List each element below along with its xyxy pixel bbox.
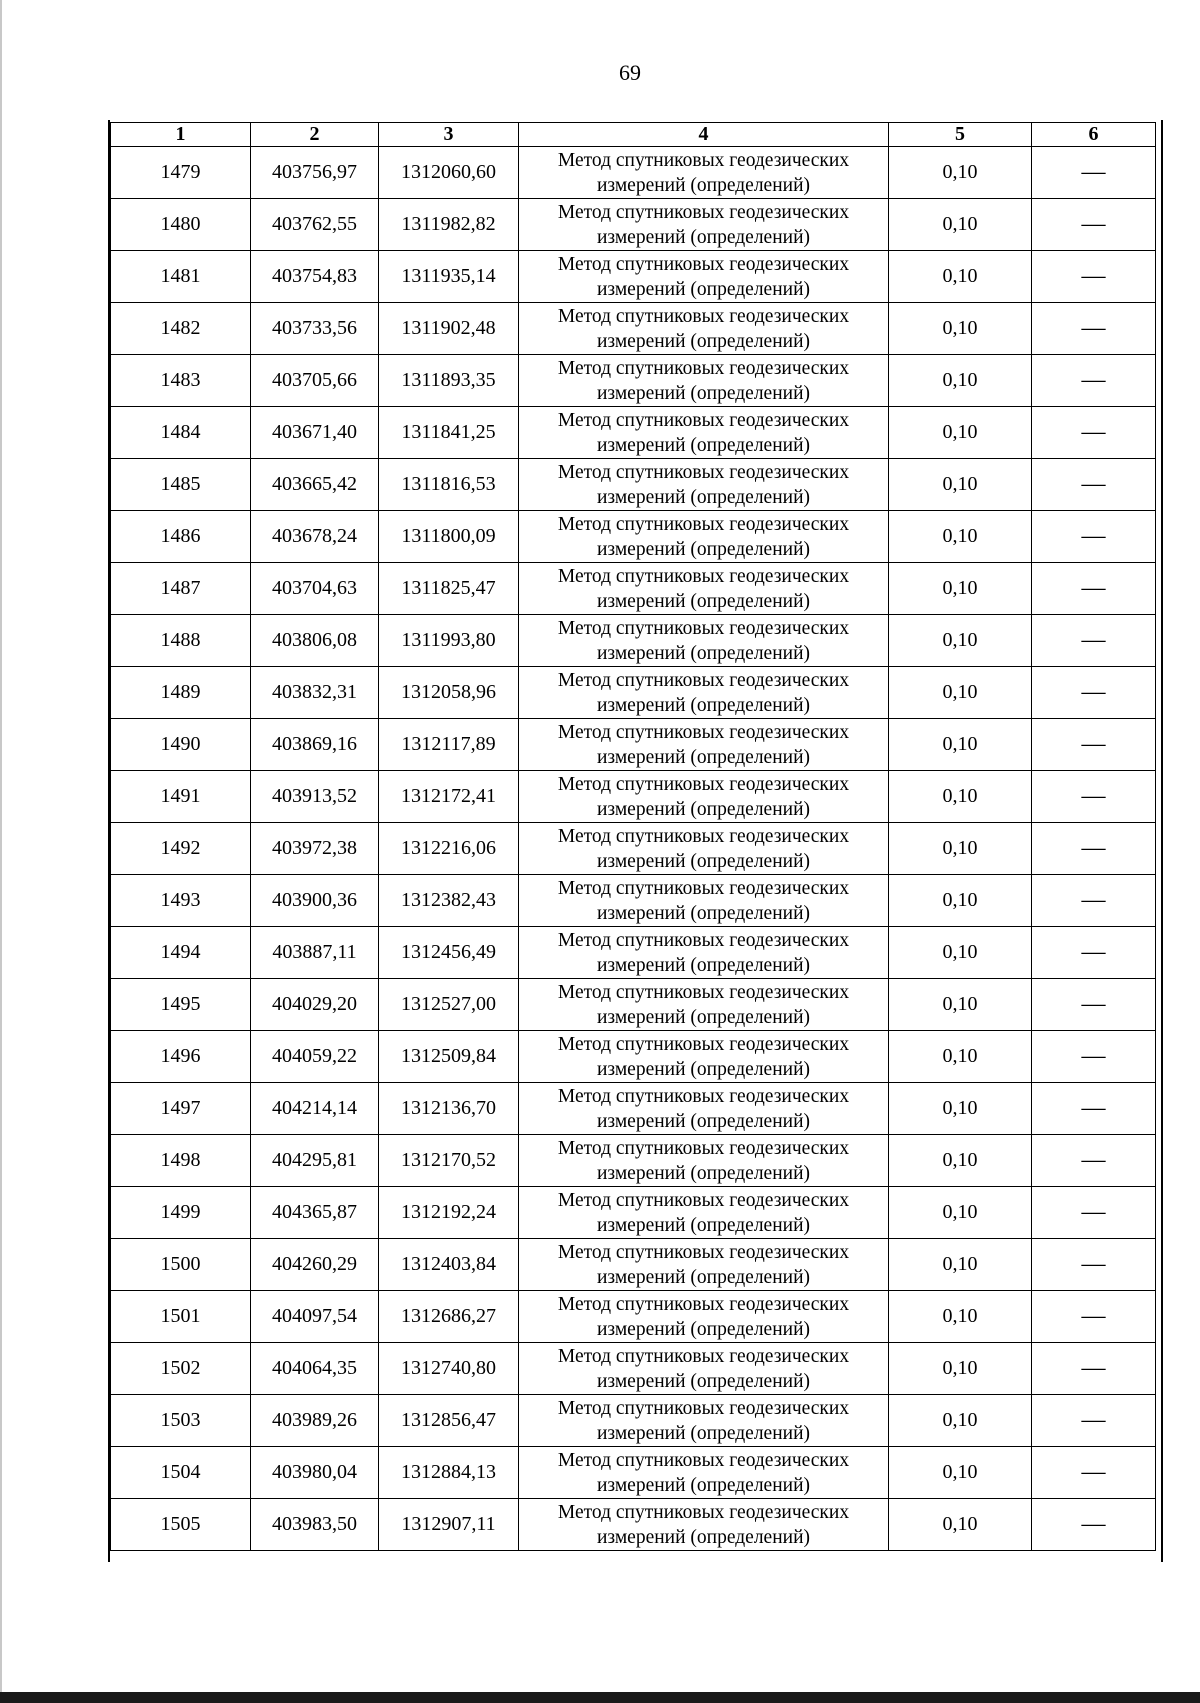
note-cell: —	[1032, 459, 1156, 511]
table-row	[111, 1499, 1156, 1551]
y-coordinate-cell: 1311993,80	[379, 615, 519, 667]
table-row	[111, 459, 1156, 511]
note-cell: —	[1032, 1291, 1156, 1343]
table-row	[111, 199, 1156, 251]
note-cell: —	[1032, 251, 1156, 303]
accuracy-cell: 0,10	[889, 1187, 1032, 1239]
y-coordinate-cell: 1312170,52	[379, 1135, 519, 1187]
accuracy-cell: 0,10	[889, 1499, 1032, 1551]
point-number-cell: 1493	[111, 875, 251, 927]
accuracy-cell: 0,10	[889, 251, 1032, 303]
method-cell: Метод спутниковых геодезических измерений (определений)	[519, 1135, 889, 1187]
accuracy-cell: 0,10	[889, 719, 1032, 771]
y-coordinate-cell: 1311893,35	[379, 355, 519, 407]
note-cell: —	[1032, 1187, 1156, 1239]
x-coordinate-cell: 403762,55	[251, 199, 379, 251]
accuracy-cell: 0,10	[889, 563, 1032, 615]
method-cell: Метод спутниковых геодезических измерений (определений)	[519, 407, 889, 459]
scan-edge-bottom	[0, 1692, 1200, 1703]
point-number-cell: 1486	[111, 511, 251, 563]
point-number-cell: 1484	[111, 407, 251, 459]
point-number-cell: 1497	[111, 1083, 251, 1135]
accuracy-cell: 0,10	[889, 823, 1032, 875]
accuracy-cell: 0,10	[889, 979, 1032, 1031]
table-row	[111, 823, 1156, 875]
scan-edge-left	[0, 0, 2, 1703]
method-cell: Метод спутниковых геодезических измерений (определений)	[519, 511, 889, 563]
table-row	[111, 667, 1156, 719]
y-coordinate-cell: 1312216,06	[379, 823, 519, 875]
table-row	[111, 407, 1156, 459]
table-row	[111, 979, 1156, 1031]
point-number-cell: 1492	[111, 823, 251, 875]
y-coordinate-cell: 1312403,84	[379, 1239, 519, 1291]
x-coordinate-cell: 404214,14	[251, 1083, 379, 1135]
table-row	[111, 615, 1156, 667]
accuracy-cell: 0,10	[889, 303, 1032, 355]
y-coordinate-cell: 1312907,11	[379, 1499, 519, 1551]
method-cell: Метод спутниковых геодезических измерений (определений)	[519, 1343, 889, 1395]
table-row	[111, 719, 1156, 771]
y-coordinate-cell: 1312509,84	[379, 1031, 519, 1083]
note-cell: —	[1032, 1343, 1156, 1395]
table-row	[111, 927, 1156, 979]
x-coordinate-cell: 403887,11	[251, 927, 379, 979]
x-coordinate-cell: 403665,42	[251, 459, 379, 511]
table-row	[111, 303, 1156, 355]
method-cell: Метод спутниковых геодезических измерений (определений)	[519, 303, 889, 355]
method-cell: Метод спутниковых геодезических измерений (определений)	[519, 355, 889, 407]
header-col-5: 5	[889, 123, 1032, 147]
y-coordinate-cell: 1312382,43	[379, 875, 519, 927]
point-number-cell: 1505	[111, 1499, 251, 1551]
accuracy-cell: 0,10	[889, 875, 1032, 927]
point-number-cell: 1488	[111, 615, 251, 667]
x-coordinate-cell: 404064,35	[251, 1343, 379, 1395]
y-coordinate-cell: 1312856,47	[379, 1395, 519, 1447]
note-cell: —	[1032, 563, 1156, 615]
x-coordinate-cell: 403678,24	[251, 511, 379, 563]
accuracy-cell: 0,10	[889, 511, 1032, 563]
header-col-3: 3	[379, 123, 519, 147]
point-number-cell: 1504	[111, 1447, 251, 1499]
x-coordinate-cell: 403806,08	[251, 615, 379, 667]
note-cell: —	[1032, 615, 1156, 667]
table-body	[111, 147, 1156, 1551]
point-number-cell: 1496	[111, 1031, 251, 1083]
x-coordinate-cell: 403754,83	[251, 251, 379, 303]
note-cell: —	[1032, 1135, 1156, 1187]
point-number-cell: 1480	[111, 199, 251, 251]
method-cell: Метод спутниковых геодезических измерений (определений)	[519, 615, 889, 667]
note-cell: —	[1032, 719, 1156, 771]
y-coordinate-cell: 1311816,53	[379, 459, 519, 511]
note-cell: —	[1032, 1083, 1156, 1135]
table-row	[111, 563, 1156, 615]
note-cell: —	[1032, 667, 1156, 719]
accuracy-cell: 0,10	[889, 1291, 1032, 1343]
method-cell: Метод спутниковых геодезических измерений (определений)	[519, 147, 889, 199]
point-number-cell: 1490	[111, 719, 251, 771]
note-cell: —	[1032, 979, 1156, 1031]
accuracy-cell: 0,10	[889, 771, 1032, 823]
accuracy-cell: 0,10	[889, 1135, 1032, 1187]
point-number-cell: 1485	[111, 459, 251, 511]
note-cell: —	[1032, 147, 1156, 199]
table-row	[111, 1291, 1156, 1343]
y-coordinate-cell: 1312740,80	[379, 1343, 519, 1395]
accuracy-cell: 0,10	[889, 1083, 1032, 1135]
note-cell: —	[1032, 1447, 1156, 1499]
x-coordinate-cell: 403671,40	[251, 407, 379, 459]
method-cell: Метод спутниковых геодезических измерений (определений)	[519, 1291, 889, 1343]
y-coordinate-cell: 1312192,24	[379, 1187, 519, 1239]
method-cell: Метод спутниковых геодезических измерений (определений)	[519, 1187, 889, 1239]
method-cell: Метод спутниковых геодезических измерений (определений)	[519, 1031, 889, 1083]
x-coordinate-cell: 404029,20	[251, 979, 379, 1031]
x-coordinate-cell: 403704,63	[251, 563, 379, 615]
note-cell: —	[1032, 1395, 1156, 1447]
accuracy-cell: 0,10	[889, 1343, 1032, 1395]
x-coordinate-cell: 403900,36	[251, 875, 379, 927]
note-cell: —	[1032, 199, 1156, 251]
point-number-cell: 1487	[111, 563, 251, 615]
point-number-cell: 1503	[111, 1395, 251, 1447]
x-coordinate-cell: 404365,87	[251, 1187, 379, 1239]
method-cell: Метод спутниковых геодезических измерений (определений)	[519, 1499, 889, 1551]
table-row	[111, 355, 1156, 407]
y-coordinate-cell: 1311982,82	[379, 199, 519, 251]
method-cell: Метод спутниковых геодезических измерений (определений)	[519, 667, 889, 719]
header-col-2: 2	[251, 123, 379, 147]
accuracy-cell: 0,10	[889, 927, 1032, 979]
x-coordinate-cell: 403869,16	[251, 719, 379, 771]
x-coordinate-cell: 403756,97	[251, 147, 379, 199]
y-coordinate-cell: 1312884,13	[379, 1447, 519, 1499]
table-row	[111, 1031, 1156, 1083]
point-number-cell: 1489	[111, 667, 251, 719]
method-cell: Метод спутниковых геодезических измерений (определений)	[519, 719, 889, 771]
table-row	[111, 1239, 1156, 1291]
x-coordinate-cell: 404260,29	[251, 1239, 379, 1291]
x-coordinate-cell: 404059,22	[251, 1031, 379, 1083]
accuracy-cell: 0,10	[889, 355, 1032, 407]
table-row	[111, 251, 1156, 303]
note-cell: —	[1032, 823, 1156, 875]
x-coordinate-cell: 403980,04	[251, 1447, 379, 1499]
table-row	[111, 511, 1156, 563]
point-number-cell: 1479	[111, 147, 251, 199]
point-number-cell: 1495	[111, 979, 251, 1031]
y-coordinate-cell: 1312117,89	[379, 719, 519, 771]
accuracy-cell: 0,10	[889, 407, 1032, 459]
accuracy-cell: 0,10	[889, 615, 1032, 667]
table-row	[111, 1447, 1156, 1499]
point-number-cell: 1500	[111, 1239, 251, 1291]
point-number-cell: 1498	[111, 1135, 251, 1187]
method-cell: Метод спутниковых геодезических измерений (определений)	[519, 927, 889, 979]
y-coordinate-cell: 1312136,70	[379, 1083, 519, 1135]
y-coordinate-cell: 1312172,41	[379, 771, 519, 823]
header-col-1: 1	[111, 123, 251, 147]
x-coordinate-cell: 403989,26	[251, 1395, 379, 1447]
note-cell: —	[1032, 1499, 1156, 1551]
point-number-cell: 1481	[111, 251, 251, 303]
y-coordinate-cell: 1312060,60	[379, 147, 519, 199]
x-coordinate-cell: 404097,54	[251, 1291, 379, 1343]
accuracy-cell: 0,10	[889, 667, 1032, 719]
accuracy-cell: 0,10	[889, 1447, 1032, 1499]
note-cell: —	[1032, 875, 1156, 927]
x-coordinate-cell: 403733,56	[251, 303, 379, 355]
table-header-row	[111, 123, 1156, 147]
method-cell: Метод спутниковых геодезических измерений (определений)	[519, 875, 889, 927]
y-coordinate-cell: 1312456,49	[379, 927, 519, 979]
note-cell: —	[1032, 407, 1156, 459]
accuracy-cell: 0,10	[889, 1395, 1032, 1447]
y-coordinate-cell: 1311902,48	[379, 303, 519, 355]
point-number-cell: 1501	[111, 1291, 251, 1343]
y-coordinate-cell: 1312686,27	[379, 1291, 519, 1343]
y-coordinate-cell: 1311935,14	[379, 251, 519, 303]
y-coordinate-cell: 1311841,25	[379, 407, 519, 459]
table-row	[111, 1343, 1156, 1395]
method-cell: Метод спутниковых геодезических измерений (определений)	[519, 563, 889, 615]
y-coordinate-cell: 1311800,09	[379, 511, 519, 563]
note-cell: —	[1032, 355, 1156, 407]
x-coordinate-cell: 403972,38	[251, 823, 379, 875]
x-coordinate-cell: 403832,31	[251, 667, 379, 719]
point-number-cell: 1482	[111, 303, 251, 355]
table-row	[111, 875, 1156, 927]
accuracy-cell: 0,10	[889, 459, 1032, 511]
accuracy-cell: 0,10	[889, 1239, 1032, 1291]
method-cell: Метод спутниковых геодезических измерений (определений)	[519, 251, 889, 303]
method-cell: Метод спутниковых геодезических измерений (определений)	[519, 771, 889, 823]
coordinates-table	[110, 122, 1156, 1551]
note-cell: —	[1032, 511, 1156, 563]
method-cell: Метод спутниковых геодезических измерений (определений)	[519, 199, 889, 251]
note-cell: —	[1032, 1239, 1156, 1291]
table-row	[111, 771, 1156, 823]
page-number: 69	[619, 60, 641, 85]
x-coordinate-cell: 403983,50	[251, 1499, 379, 1551]
accuracy-cell: 0,10	[889, 147, 1032, 199]
note-cell: —	[1032, 771, 1156, 823]
x-coordinate-cell: 403705,66	[251, 355, 379, 407]
method-cell: Метод спутниковых геодезических измерений (определений)	[519, 459, 889, 511]
table-row	[111, 147, 1156, 199]
point-number-cell: 1483	[111, 355, 251, 407]
accuracy-cell: 0,10	[889, 1031, 1032, 1083]
note-cell: —	[1032, 1031, 1156, 1083]
method-cell: Метод спутниковых геодезических измерений (определений)	[519, 979, 889, 1031]
point-number-cell: 1502	[111, 1343, 251, 1395]
method-cell: Метод спутниковых геодезических измерений (определений)	[519, 1395, 889, 1447]
table-row	[111, 1083, 1156, 1135]
method-cell: Метод спутниковых геодезических измерений (определений)	[519, 1083, 889, 1135]
table-row	[111, 1187, 1156, 1239]
point-number-cell: 1494	[111, 927, 251, 979]
point-number-cell: 1491	[111, 771, 251, 823]
method-cell: Метод спутниковых геодезических измерений (определений)	[519, 1447, 889, 1499]
note-cell: —	[1032, 927, 1156, 979]
method-cell: Метод спутниковых геодезических измерений (определений)	[519, 1239, 889, 1291]
table-row	[111, 1135, 1156, 1187]
note-cell: —	[1032, 303, 1156, 355]
accuracy-cell: 0,10	[889, 199, 1032, 251]
y-coordinate-cell: 1311825,47	[379, 563, 519, 615]
method-cell: Метод спутниковых геодезических измерений (определений)	[519, 823, 889, 875]
x-coordinate-cell: 403913,52	[251, 771, 379, 823]
point-number-cell: 1499	[111, 1187, 251, 1239]
y-coordinate-cell: 1312058,96	[379, 667, 519, 719]
header-col-6: 6	[1032, 123, 1156, 147]
x-coordinate-cell: 404295,81	[251, 1135, 379, 1187]
y-coordinate-cell: 1312527,00	[379, 979, 519, 1031]
header-col-4: 4	[519, 123, 889, 147]
table-row	[111, 1395, 1156, 1447]
